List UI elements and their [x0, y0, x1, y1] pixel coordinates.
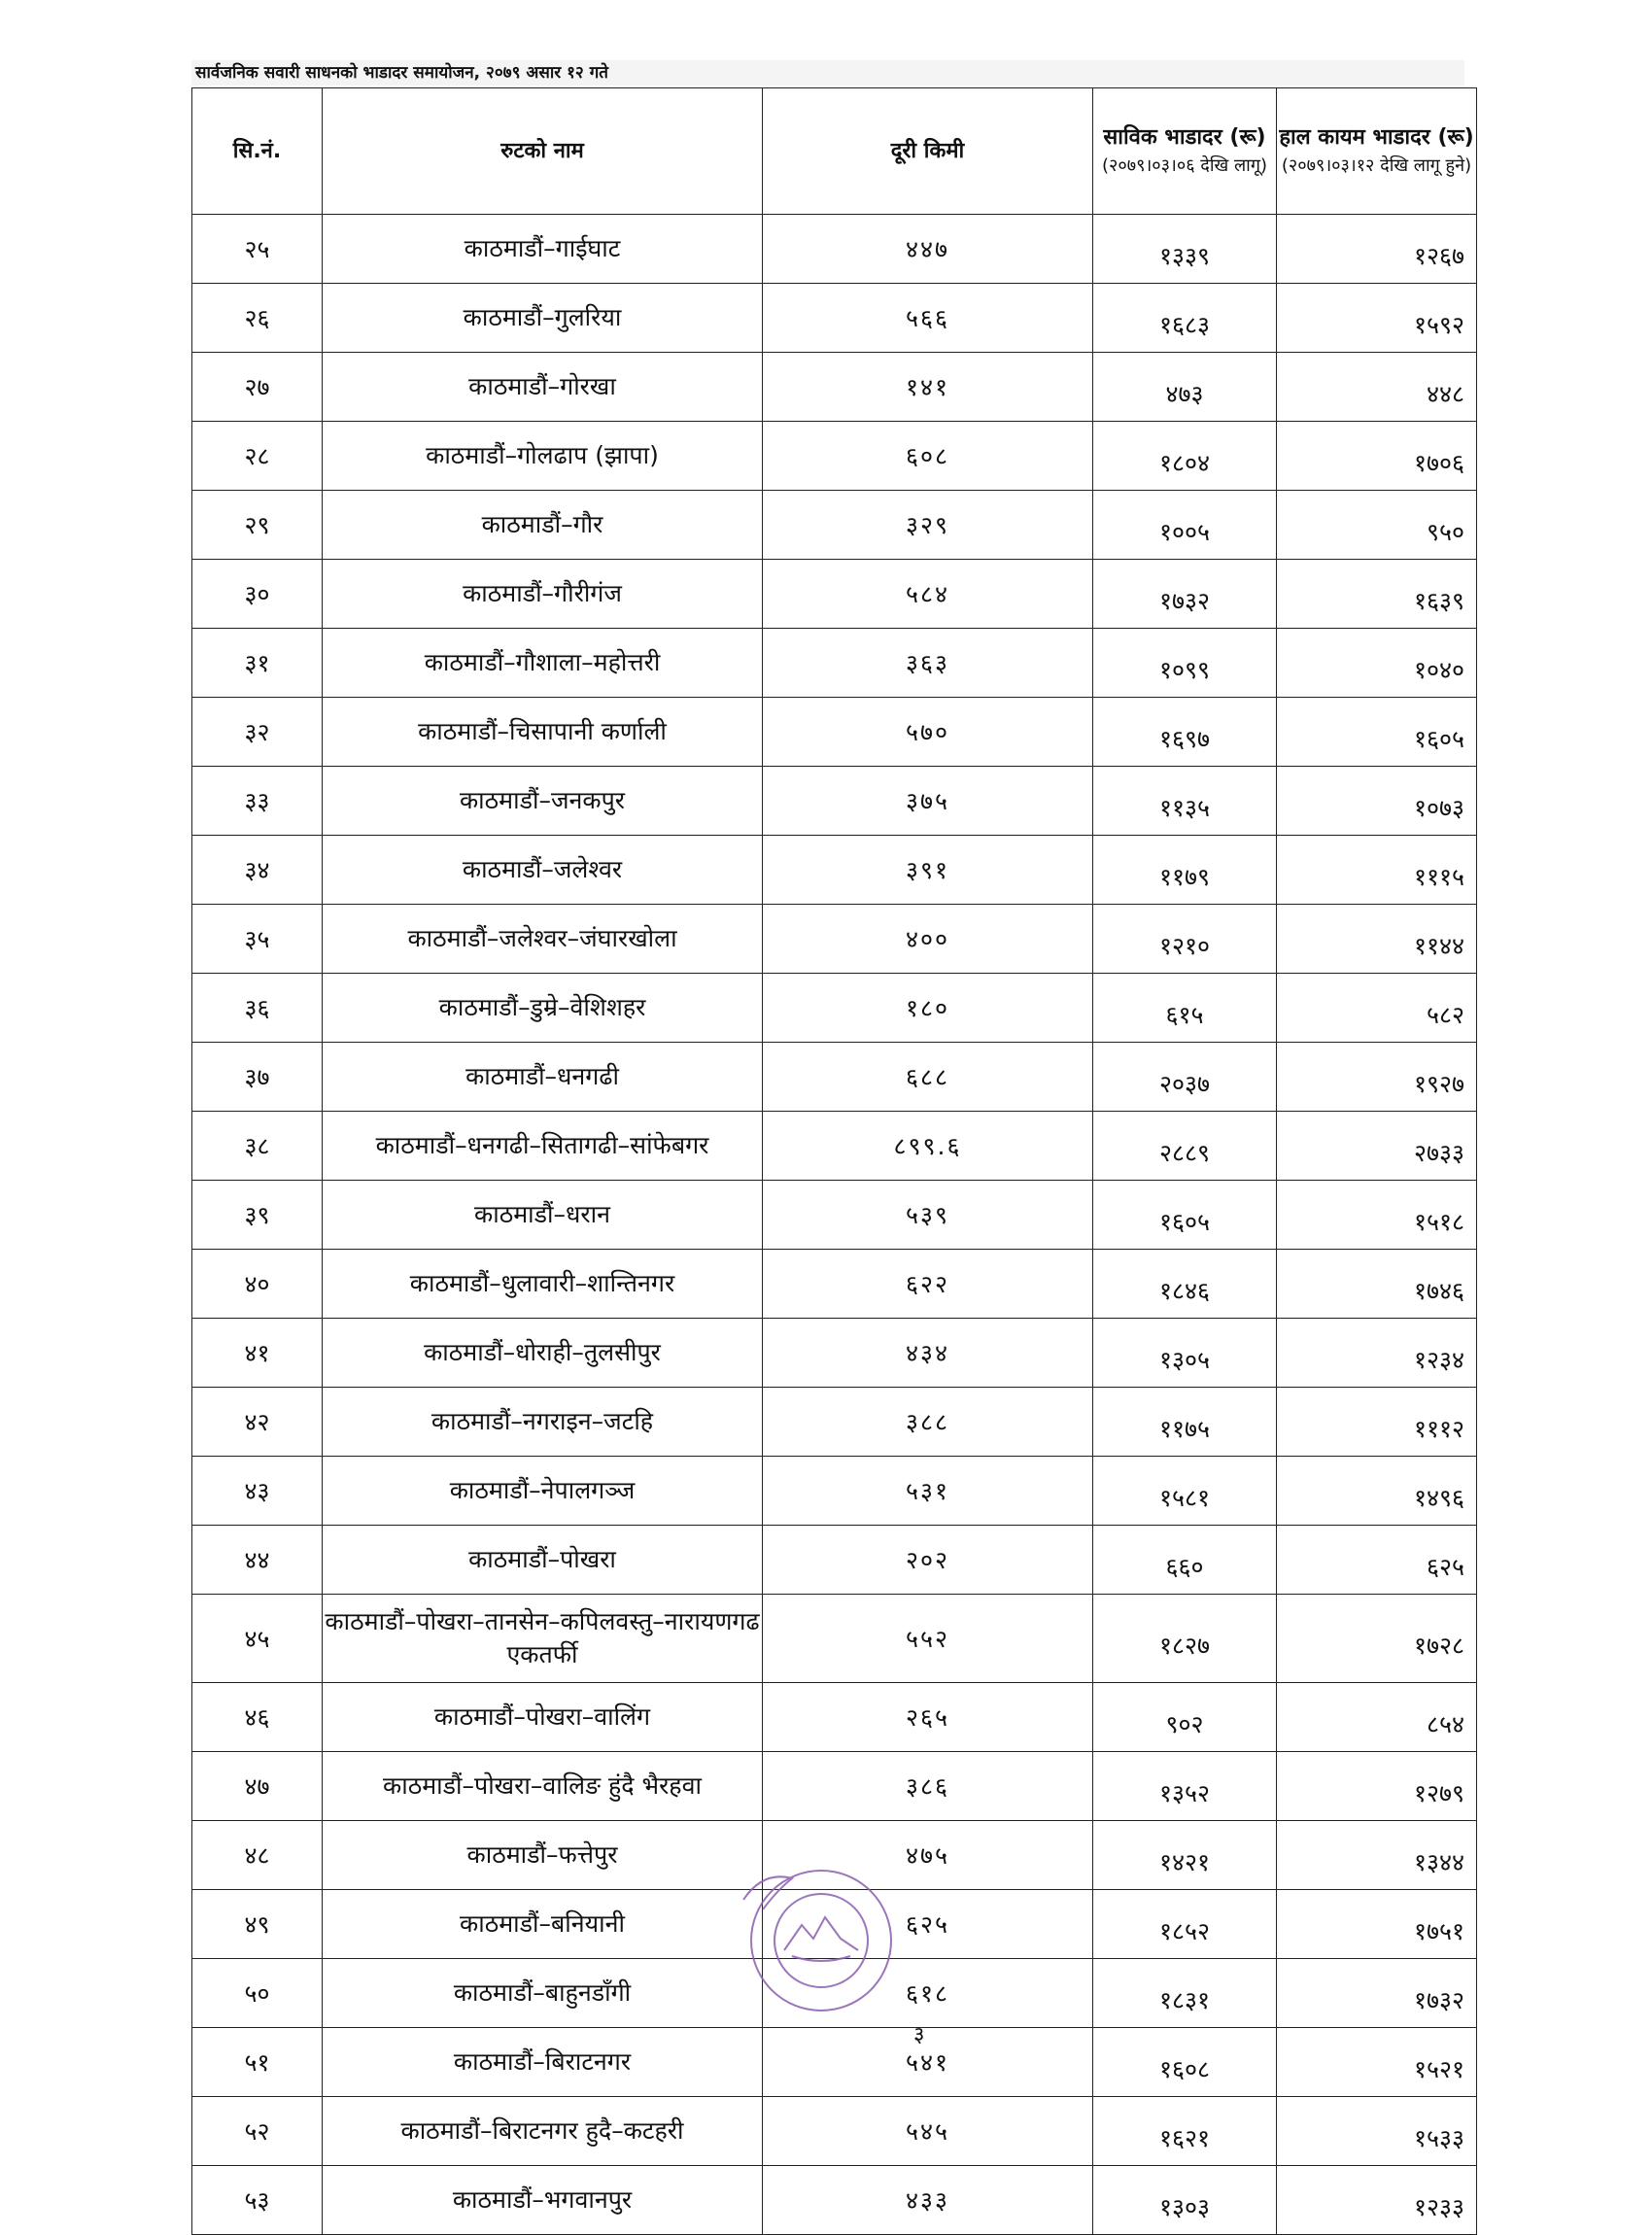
- cell-route: काठमाडौं–नगराइन–जटहि: [323, 1388, 763, 1457]
- seal-outer-ring: [751, 1871, 891, 2011]
- cell-sn: ४९: [192, 1890, 323, 1959]
- cell-new-fare: ४४८: [1277, 353, 1477, 422]
- cell-new-fare: ११४४: [1277, 905, 1477, 974]
- cell-route: काठमाडौं–धरान: [323, 1181, 763, 1250]
- cell-new-fare: १२३४: [1277, 1319, 1477, 1388]
- cell-route: काठमाडौं–फत्तेपुर: [323, 1821, 763, 1890]
- cell-new-fare: १५३३: [1277, 2097, 1477, 2166]
- cell-new-fare: १२७९: [1277, 1752, 1477, 1821]
- cell-route: काठमाडौं–पोखरा: [323, 1526, 763, 1595]
- table-row: [192, 491, 1477, 560]
- cell-distance: ५८४: [763, 560, 1093, 629]
- cell-distance: ६२२: [763, 1250, 1093, 1319]
- cell-old-fare: १३०३: [1093, 2166, 1277, 2235]
- cell-old-fare: ४७३: [1093, 353, 1277, 422]
- table-row: [192, 1683, 1477, 1752]
- cell-route: काठमाडौं–नेपालगञ्ज: [323, 1457, 763, 1526]
- cell-old-fare: ११७५: [1093, 1388, 1277, 1457]
- cell-new-fare: १७४६: [1277, 1250, 1477, 1319]
- cell-route: काठमाडौं–चिसापानी कर्णाली: [323, 698, 763, 767]
- cell-sn: ३२: [192, 698, 323, 767]
- cell-old-fare: १४२१: [1093, 1821, 1277, 1890]
- cell-new-fare: १५९२: [1277, 284, 1477, 353]
- table-row: [192, 698, 1477, 767]
- official-seal: [724, 1861, 918, 2046]
- cell-new-fare: १२३३: [1277, 2166, 1477, 2235]
- cell-distance: ३६३: [763, 629, 1093, 698]
- page-number: ३: [913, 2023, 925, 2047]
- table-row: [192, 1752, 1477, 1821]
- header-old-fare-note: (२०७९।०३।०६ देखि लागू): [1102, 155, 1267, 176]
- cell-new-fare: १६३९: [1277, 560, 1477, 629]
- cell-new-fare: १४९६: [1277, 1457, 1477, 1526]
- table-row: [192, 215, 1477, 284]
- cell-old-fare: १३०५: [1093, 1319, 1277, 1388]
- cell-old-fare: १६८३: [1093, 284, 1277, 353]
- cell-old-fare: १८५२: [1093, 1890, 1277, 1959]
- cell-new-fare: २७३३: [1277, 1112, 1477, 1181]
- cell-distance: ३८६: [763, 1752, 1093, 1821]
- cell-sn: ४६: [192, 1683, 323, 1752]
- cell-old-fare: १६०८: [1093, 2028, 1277, 2097]
- cell-new-fare: १५२१: [1277, 2028, 1477, 2097]
- cell-route: काठमाडौं–पोखरा–तानसेन–कपिलवस्तु–नारायणगढ एकतर्फी: [323, 1595, 763, 1683]
- cell-sn: ५३: [192, 2166, 323, 2235]
- cell-distance: ६८८: [763, 1043, 1093, 1112]
- cell-sn: ३१: [192, 629, 323, 698]
- cell-distance: ५५२: [763, 1595, 1093, 1683]
- cell-old-fare: १००५: [1093, 491, 1277, 560]
- cell-new-fare: ८५४: [1277, 1683, 1477, 1752]
- cell-route: काठमाडौं–बाहुनडाँगी: [323, 1959, 763, 2028]
- table-row: [192, 1457, 1477, 1526]
- cell-distance: २६५: [763, 1683, 1093, 1752]
- cell-old-fare: १८२७: [1093, 1595, 1277, 1683]
- cell-old-fare: १२१०: [1093, 905, 1277, 974]
- table-row: [192, 629, 1477, 698]
- cell-new-fare: १७३२: [1277, 1959, 1477, 2028]
- cell-distance: ४३३: [763, 2166, 1093, 2235]
- cell-distance: ६०८: [763, 422, 1093, 491]
- cell-route: काठमाडौं–भगवानपुर: [323, 2166, 763, 2235]
- table-row: [192, 1595, 1477, 1683]
- cell-new-fare: १०४०: [1277, 629, 1477, 698]
- cell-old-fare: ६६०: [1093, 1526, 1277, 1595]
- cell-route: काठमाडौं–जनकपुर: [323, 767, 763, 836]
- cell-distance: ५४१: [763, 2028, 1093, 2097]
- seal-inner-ring: [774, 1894, 868, 1987]
- cell-route: काठमाडौं–धनगढी: [323, 1043, 763, 1112]
- header-sn: सि.नं.: [192, 88, 323, 215]
- cell-distance: ३२९: [763, 491, 1093, 560]
- cell-sn: ३३: [192, 767, 323, 836]
- cell-route: काठमाडौं–जलेश्वर: [323, 836, 763, 905]
- cell-old-fare: १६२१: [1093, 2097, 1277, 2166]
- cell-distance: ८९९.६: [763, 1112, 1093, 1181]
- cell-route: काठमाडौं–गोरखा: [323, 353, 763, 422]
- cell-route: काठमाडौं–गुलरिया: [323, 284, 763, 353]
- cell-distance: ५४५: [763, 2097, 1093, 2166]
- cell-old-fare: १६९७: [1093, 698, 1277, 767]
- cell-new-fare: १९२७: [1277, 1043, 1477, 1112]
- cell-old-fare: १५८१: [1093, 1457, 1277, 1526]
- cell-sn: २९: [192, 491, 323, 560]
- cell-distance: ५७०: [763, 698, 1093, 767]
- cell-old-fare: १३५२: [1093, 1752, 1277, 1821]
- table-row: [192, 1250, 1477, 1319]
- table-row: [192, 905, 1477, 974]
- cell-new-fare: १११५: [1277, 836, 1477, 905]
- cell-old-fare: १८३१: [1093, 1959, 1277, 2028]
- table-header-row: [192, 88, 1477, 215]
- header-old-fare-title: साविक भाडादर (रू): [1103, 125, 1266, 151]
- table-row: [192, 2097, 1477, 2166]
- cell-new-fare: १११२: [1277, 1388, 1477, 1457]
- cell-route: काठमाडौं–पोखरा–वालिंग: [323, 1683, 763, 1752]
- cell-old-fare: ११७९: [1093, 836, 1277, 905]
- seal-base-line: [792, 1956, 850, 1961]
- cell-sn: ४०: [192, 1250, 323, 1319]
- cell-route: काठमाडौं–गौरीगंज: [323, 560, 763, 629]
- cell-old-fare: २८८९: [1093, 1112, 1277, 1181]
- cell-route: काठमाडौं–बिराटनगर: [323, 2028, 763, 2097]
- header-new-fare-note: (२०७९।०३।१२ देखि लागू हुने): [1281, 155, 1472, 176]
- cell-new-fare: १७२८: [1277, 1595, 1477, 1683]
- cell-distance: ३८८: [763, 1388, 1093, 1457]
- mountain-icon: [784, 1917, 858, 1950]
- cell-route: काठमाडौं–गौर: [323, 491, 763, 560]
- table-row: [192, 1319, 1477, 1388]
- cell-new-fare: ६२५: [1277, 1526, 1477, 1595]
- cell-route: काठमाडौं–बिराटनगर हुदै–कटहरी: [323, 2097, 763, 2166]
- table-row: [192, 974, 1477, 1043]
- cell-new-fare: १५१८: [1277, 1181, 1477, 1250]
- table-row: [192, 1043, 1477, 1112]
- cell-old-fare: १८०४: [1093, 422, 1277, 491]
- table-row: [192, 1388, 1477, 1457]
- cell-distance: ४७५: [763, 1821, 1093, 1890]
- cell-distance: १४१: [763, 353, 1093, 422]
- cell-new-fare: १२६७: [1277, 215, 1477, 284]
- cell-sn: ३०: [192, 560, 323, 629]
- cell-route: काठमाडौं–धोराही–तुलसीपुर: [323, 1319, 763, 1388]
- cell-sn: ४४: [192, 1526, 323, 1595]
- cell-old-fare: २०३७: [1093, 1043, 1277, 1112]
- cell-old-fare: ९०२: [1093, 1683, 1277, 1752]
- table-row: [192, 353, 1477, 422]
- cell-route: काठमाडौं–गौशाला–महोत्तरी: [323, 629, 763, 698]
- cell-distance: ४००: [763, 905, 1093, 974]
- cell-sn: ४७: [192, 1752, 323, 1821]
- cell-old-fare: १६०५: [1093, 1181, 1277, 1250]
- cell-new-fare: १७५१: [1277, 1890, 1477, 1959]
- cell-new-fare: ९५०: [1277, 491, 1477, 560]
- cell-distance: ५३१: [763, 1457, 1093, 1526]
- cell-route: काठमाडौं–गोलढाप (झापा): [323, 422, 763, 491]
- cell-old-fare: ११३५: [1093, 767, 1277, 836]
- table-row: [192, 1181, 1477, 1250]
- cell-sn: ३५: [192, 905, 323, 974]
- table-row: [192, 560, 1477, 629]
- cell-distance: २०२: [763, 1526, 1093, 1595]
- cell-new-fare: ५८२: [1277, 974, 1477, 1043]
- cell-old-fare: १३३९: [1093, 215, 1277, 284]
- cell-new-fare: १७०६: [1277, 422, 1477, 491]
- cell-sn: ५१: [192, 2028, 323, 2097]
- table-row: [192, 2166, 1477, 2235]
- cell-sn: २५: [192, 215, 323, 284]
- cell-sn: २६: [192, 284, 323, 353]
- cell-distance: ३७५: [763, 767, 1093, 836]
- cell-distance: ४४७: [763, 215, 1093, 284]
- cell-new-fare: १६०५: [1277, 698, 1477, 767]
- header-new-fare-title: हाल कायम भाडादर (रू): [1279, 125, 1474, 151]
- cell-distance: ५६६: [763, 284, 1093, 353]
- cell-route: काठमाडौं–जलेश्वर–जंघारखोला: [323, 905, 763, 974]
- cell-sn: ३४: [192, 836, 323, 905]
- cell-sn: ४२: [192, 1388, 323, 1457]
- header-route: रुटको नाम: [323, 88, 763, 215]
- cell-sn: ४१: [192, 1319, 323, 1388]
- table-row: [192, 422, 1477, 491]
- table-row: [192, 836, 1477, 905]
- cell-sn: ४५: [192, 1595, 323, 1683]
- cell-new-fare: १०७३: [1277, 767, 1477, 836]
- header-old-fare: [1093, 88, 1277, 215]
- cell-route: काठमाडौं–धनगढी–सितागढी–सांफेबगर: [323, 1112, 763, 1181]
- cell-distance: ६२५: [763, 1890, 1093, 1959]
- table-row: [192, 767, 1477, 836]
- cell-sn: २७: [192, 353, 323, 422]
- cell-distance: ३९१: [763, 836, 1093, 905]
- cell-route: काठमाडौं–गाईघाट: [323, 215, 763, 284]
- cell-sn: ४८: [192, 1821, 323, 1890]
- cell-old-fare: १७३२: [1093, 560, 1277, 629]
- cell-distance: ५३९: [763, 1181, 1093, 1250]
- cell-new-fare: १३४४: [1277, 1821, 1477, 1890]
- cell-sn: ४३: [192, 1457, 323, 1526]
- cell-distance: १८०: [763, 974, 1093, 1043]
- cell-sn: ५०: [192, 1959, 323, 2028]
- cell-old-fare: १०९९: [1093, 629, 1277, 698]
- cell-distance: ४३४: [763, 1319, 1093, 1388]
- cell-route: काठमाडौं–डुम्रे–वेशिशहर: [323, 974, 763, 1043]
- cell-distance: ६१८: [763, 1959, 1093, 2028]
- cell-sn: ३८: [192, 1112, 323, 1181]
- cell-sn: ३७: [192, 1043, 323, 1112]
- cell-sn: ३९: [192, 1181, 323, 1250]
- cell-route: काठमाडौं–पोखरा–वालिङ हुंदै भैरहवा: [323, 1752, 763, 1821]
- document-header: सार्वजनिक सवारी साधनको भाडादर समायोजन, २०७९ असार १२ गते: [191, 60, 1464, 86]
- cell-route: काठमाडौं–धुलावारी–शान्तिनगर: [323, 1250, 763, 1319]
- cell-sn: ३६: [192, 974, 323, 1043]
- table-row: [192, 1526, 1477, 1595]
- cell-sn: ५२: [192, 2097, 323, 2166]
- cell-old-fare: १८४६: [1093, 1250, 1277, 1319]
- table-row: [192, 284, 1477, 353]
- header-distance: दूरी किमी: [763, 88, 1093, 215]
- cell-route: काठमाडौं–बनियानी: [323, 1890, 763, 1959]
- cell-sn: २८: [192, 422, 323, 491]
- cell-old-fare: ६१५: [1093, 974, 1277, 1043]
- table-row: [192, 1112, 1477, 1181]
- header-new-fare: [1277, 88, 1477, 215]
